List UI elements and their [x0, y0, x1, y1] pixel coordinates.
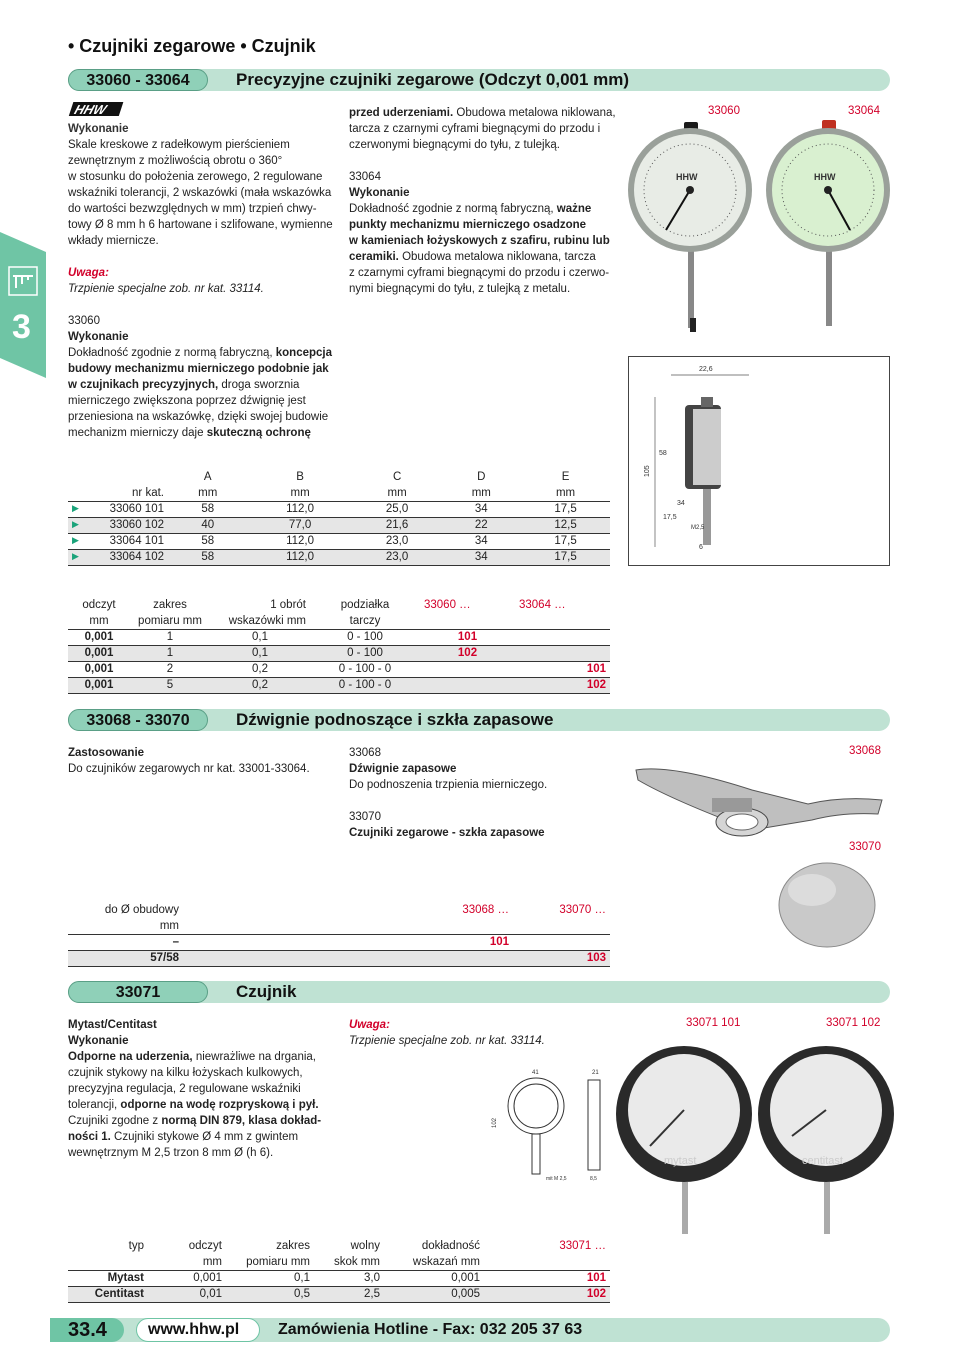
cell: 0,1 [210, 645, 310, 661]
description-col-2 [349, 105, 629, 297]
col-header: nr kat. [132, 486, 164, 499]
dim-label: 34 [677, 500, 685, 507]
dial-gauge-33064 [766, 120, 890, 326]
cell [513, 934, 610, 950]
col-header: mm [89, 614, 109, 627]
desc-text-bold: w kamieniach łożyskowych z szafiru, rubinu lub [349, 235, 610, 247]
website-link[interactable]: www.hhw.pl [148, 1321, 240, 1338]
col-header: 33064 … [519, 599, 566, 611]
cell: 101 [420, 629, 515, 645]
desc-text: niewrażliwe na drgania, [195, 1051, 316, 1063]
page-number: 33.4 [68, 1319, 107, 1341]
centitast-dial [758, 1046, 894, 1234]
cell: 0,01 [148, 1286, 226, 1302]
desc-text-bold: budowy mechanizmu mierniczego podobnie jak [68, 363, 329, 375]
cell: 17,5 [521, 501, 610, 517]
product-title: Czujniki zegarowe - szkła zapasowe [349, 827, 545, 839]
product-code: 33070 [349, 811, 381, 823]
cell: 0,005 [384, 1286, 484, 1302]
col-header: 33071 … [559, 1240, 606, 1252]
desc-line: wkłady miernicze. [68, 235, 159, 247]
cell [515, 645, 610, 661]
desc-text: droga sworznia [221, 379, 300, 391]
cell [183, 950, 513, 966]
wykonanie-label: Wykonanie [68, 1035, 129, 1047]
table-row [68, 629, 610, 645]
cell: 101 [484, 1270, 610, 1286]
cell: 0,5 [226, 1286, 314, 1302]
wykonanie-label: Wykonanie [68, 123, 129, 135]
mytast-description [68, 1017, 338, 1161]
cell: 23,0 [353, 549, 442, 565]
cell: 0,001 [68, 677, 130, 693]
dial-brand: mytast [664, 1155, 697, 1167]
col-header: dokładność [421, 1240, 480, 1252]
col-header: mm [387, 486, 407, 499]
cell: 0,1 [210, 629, 310, 645]
desc-text-bold: odporne na wodę rozpryskową i pył. [120, 1099, 319, 1111]
table-row: ▶ 33060 102 40 77,0 21,6 22 12,5 [68, 517, 610, 533]
desc-text: tarcza z czarnymi cyframi biegnącymi do przodu i [349, 123, 601, 135]
cell: 12,5 [521, 517, 610, 533]
cell: 34 [442, 549, 522, 565]
desc-text-bold: w czujnikach precyzyjnych, [68, 379, 219, 391]
desc-text: Czujniki stykowe Ø 4 mm z gwintem [114, 1131, 299, 1143]
desc-text-bold: przed uderzeniami. [349, 107, 454, 119]
dial-brand: HHW [814, 172, 836, 182]
desc-text: nymi biegnącymi do tyłu, z tulejką z metalu. [349, 283, 571, 295]
image-label: 33071 102 [826, 1017, 881, 1029]
cell [420, 661, 515, 677]
product-text: Do podnoszenia trzpienia mierniczego. [349, 779, 548, 791]
desc-text: mechanizm mierniczy daje [68, 427, 204, 439]
dim-label: 17,5 [663, 514, 677, 521]
col-header: odczyt [188, 1240, 222, 1252]
col-header: mm [159, 919, 179, 932]
chapter-tab [0, 232, 46, 378]
desc-text-bold: ności 1. [68, 1131, 111, 1143]
col-header: wskazań mm [412, 1255, 480, 1268]
desc-line: do wartości bezwzględnych w mm) trzpień chwy- [68, 203, 317, 215]
dim-label: 105 [644, 465, 651, 477]
dial-gauge-33060 [628, 122, 752, 332]
dial-brand: HHW [676, 172, 698, 182]
cell: 23,0 [353, 533, 442, 549]
cell: 77,0 [248, 517, 353, 533]
cell: 21,6 [353, 517, 442, 533]
col-header: pomiaru mm [246, 1255, 310, 1268]
cell: 33064 101 [109, 535, 164, 547]
cell: 40 [168, 517, 248, 533]
page-title: • Czujniki zegarowe • Czujnik [68, 36, 316, 56]
desc-text: Czujniki zgodne z [68, 1115, 159, 1127]
col-header: 33060 … [424, 599, 471, 611]
dimension-drawing [628, 356, 890, 566]
mytast-dial [616, 1046, 752, 1234]
uwaga-label: Uwaga: [68, 267, 109, 279]
description-col-1 [68, 121, 338, 297]
desc-line: towy Ø 8 mm h 6 hartowane i szlifowane, wymienne [68, 219, 333, 231]
cell: 112,0 [248, 549, 353, 565]
cell: 0 - 100 - 0 [310, 661, 420, 677]
table-row [68, 661, 610, 677]
uwaga-label: Uwaga: [349, 1019, 390, 1031]
mytast-centitast-image [616, 1036, 896, 1236]
desc-text: czujnik stykowy na kilku łożyskach kulkowych, [68, 1067, 303, 1079]
cell: 25,0 [353, 501, 442, 517]
desc-text-bold: koncepcja [275, 347, 333, 359]
desc-text: mierniczego zwiększona poprzez dźwignię jest [68, 395, 306, 407]
desc-line: wskaźniki tolerancji, 2 wskazówki (mała wskazówka [68, 187, 332, 199]
zastosowanie-label: Zastosowanie [68, 747, 145, 759]
dim-label: 58 [659, 450, 667, 457]
cell: 58 [168, 549, 248, 565]
col-header: mm [471, 486, 491, 499]
cell: 102 [484, 1286, 610, 1302]
table-row [68, 1286, 610, 1302]
image-label: 33070 [849, 841, 881, 853]
cell: Mytast [68, 1270, 148, 1286]
table-row: ▶ 33064 102 58 112,0 23,0 34 17,5 [68, 549, 610, 565]
desc-text: precyzyjna regulacja, 2 regulowane wskaźniki [68, 1083, 301, 1095]
col-header: mm [198, 486, 218, 499]
product-code: 33060 [68, 315, 100, 327]
cell: 2,5 [314, 1286, 384, 1302]
dim-label: 8,5 [590, 1176, 597, 1182]
desc-line: w stosunku do położenia zerowego, 2 regulowane [68, 171, 323, 183]
col-header: zakres [153, 599, 187, 611]
dim-label: M2,5 [691, 525, 705, 531]
product-code: 33064 [349, 171, 381, 183]
cell [420, 677, 515, 693]
dim-label: 102 [492, 1117, 498, 1128]
glass-table [68, 902, 610, 967]
specs-table [68, 597, 610, 694]
desc-line: zewnętrznym z możliwością obrotu o 360° [68, 155, 283, 167]
desc-text-bold: normą DIN 879, klasa dokład- [161, 1115, 322, 1127]
col-letter: C [392, 471, 402, 483]
cell: 102 [515, 677, 610, 693]
hotline-text: Zamówienia Hotline - Fax: 032 205 37 63 [278, 1321, 583, 1338]
cell: 0,001 [384, 1270, 484, 1286]
table-row: ▶ 33060 101 58 112,0 25,0 34 17,5 [68, 501, 610, 517]
col-header: skok mm [334, 1255, 380, 1268]
desc-text: Dokładność zgodnie z normą fabryczną, [349, 203, 554, 215]
cell: – [68, 934, 183, 950]
cell: 33064 102 [109, 551, 164, 563]
col-header: mm [555, 486, 576, 499]
cell: 0 - 100 [310, 645, 420, 661]
cell: 101 [183, 934, 513, 950]
cell: 33060 102 [109, 519, 164, 531]
dial-gauge-image [628, 118, 898, 338]
table-row [68, 645, 610, 661]
table-row [68, 934, 610, 950]
col-header: podziałka [340, 599, 390, 611]
cell: Centitast [68, 1286, 148, 1302]
cell: 101 [515, 661, 610, 677]
desc-text: przeniesiona na wskazówkę, dzięki swojej budowie [68, 411, 329, 423]
dim-label: 21 [592, 1070, 599, 1076]
wykonanie-label: Wykonanie [68, 331, 129, 343]
col-header: zakres [276, 1240, 310, 1252]
dim-label: 22,6 [699, 366, 713, 373]
cell: 112,0 [248, 533, 353, 549]
cell: 0,001 [68, 629, 130, 645]
accessories-image [632, 760, 890, 950]
col-header: typ [128, 1240, 144, 1252]
col-letter: D [477, 471, 486, 483]
cell: 2 [130, 661, 210, 677]
cell: 57/58 [68, 950, 183, 966]
image-label: 33068 [849, 745, 881, 757]
desc-text: czerwonymi biegnącymi do tyłu, z tulejką. [349, 139, 560, 151]
col-header: odczyt [82, 599, 116, 611]
cell: 1 [130, 645, 210, 661]
section-code-pill: 33071 [68, 981, 208, 1003]
dim-label: 41 [532, 1070, 539, 1076]
col-header: 33068 … [462, 904, 509, 916]
desc-text-bold: Odporne na uderzenia, [68, 1051, 193, 1063]
desc-text: wewnętrznym M 2,5 trzon 8 mm Ø (h 6). [68, 1147, 274, 1159]
cell: 0 - 100 - 0 [310, 677, 420, 693]
col-header: tarczy [349, 614, 381, 627]
application-block [68, 745, 338, 777]
desc-text-bold: punkty mechanizmu mierniczego osadzone [349, 219, 587, 231]
uwaga-text: Trzpienie specjalne zob. nr kat. 33114. [349, 1035, 545, 1047]
cell: 102 [420, 645, 515, 661]
section-title: Precyzyjne czujniki zegarowe (Odczyt 0,001 mm) [236, 70, 630, 89]
table-row: ▶ 33064 101 58 112,0 23,0 34 17,5 [68, 533, 610, 549]
cell: 22 [442, 517, 522, 533]
cell: 0,1 [226, 1270, 314, 1286]
cell: 17,5 [521, 549, 610, 565]
product-subtitle: Mytast/Centitast [68, 1019, 157, 1031]
lift-lever-image [636, 769, 882, 836]
cell: 3,0 [314, 1270, 384, 1286]
cell: 5 [130, 677, 210, 693]
section-code-pill: 33060 - 33064 [68, 69, 208, 91]
desc-line: Skale kreskowe z radełkowym pierścieniem [68, 139, 290, 151]
cell: 0,001 [68, 645, 130, 661]
desc-text: Dokładność zgodnie z normą fabryczną, [68, 347, 273, 359]
image-label: 33064 [848, 105, 880, 117]
chapter-number: 3 [12, 308, 31, 346]
product-title: Dźwignie zapasowe [349, 763, 457, 775]
zastosowanie-text: Do czujników zegarowych nr kat. 33001-33064. [68, 763, 310, 775]
section-title: Czujnik [236, 982, 297, 1001]
product-code: 33068 [349, 747, 381, 759]
table-row [68, 950, 610, 966]
mytast-dimension-drawing [488, 1064, 610, 1194]
cell [515, 629, 610, 645]
cell: 0 - 100 [310, 629, 420, 645]
cell: 34 [442, 533, 522, 549]
cell: 0,001 [68, 661, 130, 677]
desc-text: z czarnymi cyframi biegnącymi do przodu i czerwo- [349, 267, 610, 279]
desc-text-bold: ceramiki. [349, 251, 399, 263]
cell: 0,2 [210, 661, 310, 677]
col-letter: A [203, 471, 212, 483]
desc-text-bold: ważne [556, 203, 592, 215]
col-header: 1 obrót [270, 599, 306, 611]
col-header: mm [202, 1255, 222, 1268]
col-header: pomiaru mm [138, 614, 202, 627]
cell: 58 [168, 501, 248, 517]
section-title: Dźwignie podnoszące i szkła zapasowe [236, 710, 554, 729]
image-label: 33071 101 [686, 1017, 741, 1029]
desc-text: tolerancji, [68, 1099, 118, 1111]
cell: 0,2 [210, 677, 310, 693]
dial-brand: centitast [802, 1155, 843, 1167]
cell: 17,5 [521, 533, 610, 549]
mytast-uwaga [349, 1017, 629, 1049]
section-code-pill: 33068 - 33070 [68, 709, 208, 731]
table-row [68, 677, 610, 693]
col-header: wskazówki mm [228, 614, 306, 627]
image-label: 33060 [708, 105, 740, 117]
hhw-logo-text: HHW [72, 102, 109, 117]
replacement-glass-image [779, 863, 875, 947]
col-letter: E [561, 471, 570, 483]
col-header: mm [290, 486, 310, 499]
caliper-icon [8, 266, 38, 296]
cell: 112,0 [248, 501, 353, 517]
col-header: do Ø obudowy [104, 904, 179, 916]
col-header: wolny [350, 1240, 380, 1252]
cell: 1 [130, 629, 210, 645]
description-33060 [68, 313, 338, 441]
wykonanie-label: Wykonanie [349, 187, 410, 199]
desc-text-bold: skuteczną ochronę [206, 427, 311, 439]
dim-label: mit M 2,5 [546, 1176, 567, 1182]
cell: 103 [513, 950, 610, 966]
table-row [68, 1270, 610, 1286]
uwaga-text: Trzpienie specjalne zob. nr kat. 33114. [68, 283, 264, 295]
cell: 33060 101 [109, 503, 164, 515]
desc-text: Obudowa metalowa niklowana, [456, 107, 616, 119]
desc-text: Obudowa metalowa niklowana, tarcza [402, 251, 596, 263]
col-header: 33070 … [559, 904, 606, 916]
cell: 34 [442, 501, 522, 517]
mytast-table [68, 1238, 610, 1303]
accessory-descriptions [349, 745, 629, 841]
col-letter: B [296, 471, 304, 483]
hhw-logo [68, 100, 128, 118]
dimensions-table [68, 469, 610, 566]
dim-label: 6 [699, 544, 703, 551]
cell: 0,001 [148, 1270, 226, 1286]
cell: 58 [168, 533, 248, 549]
